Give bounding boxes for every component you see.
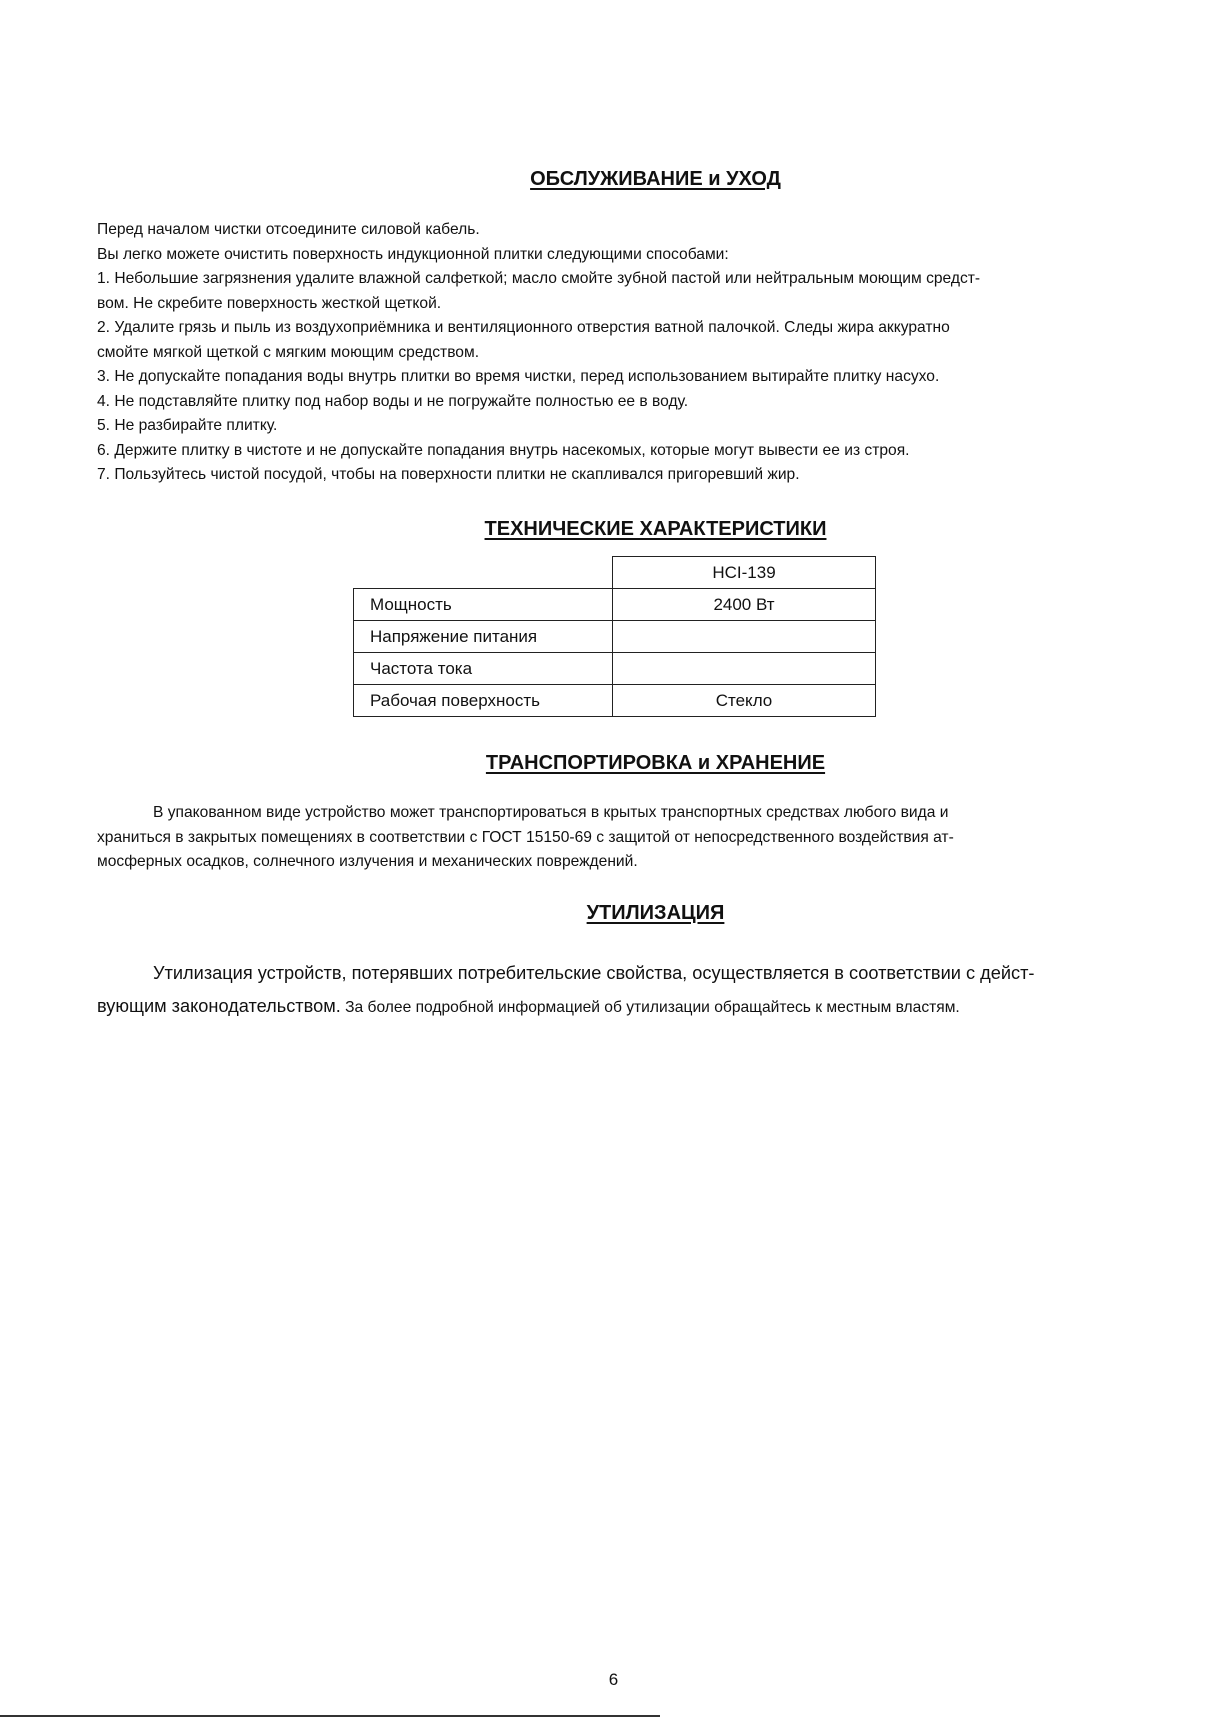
spec-label: Рабочая поверхность [354,685,613,717]
footer-divider [0,1715,660,1717]
text-fragment: За более подробной информацией об утилизации обращайтесь к местным властям. [345,999,960,1016]
text-line: мосферных осадков, солнечного излучения и механических повреждений. [97,853,638,870]
spec-value: Стекло [613,685,876,717]
text-line: 4. Не подставляйте плитку под набор воды и не погружайте полностью ее в воду. [97,392,689,410]
spec-label: Мощность [354,589,613,621]
table-header-row [354,557,876,589]
table-row [354,589,876,621]
text-line [97,990,1147,1024]
table-row [354,653,876,685]
text-fragment: вующим законодательством. [97,996,341,1016]
spec-value [613,621,876,653]
maintenance-text [97,218,1147,488]
table-corner-cell [354,557,613,589]
text-line: 6. Держите плитку в чистоте и не допускайте попадания внутрь насекомых, которые могут вывести ее из строя. [97,441,910,459]
text-line: В упакованном виде устройство может транспортироваться в крытых транспортных средствах любого вида и [153,804,949,821]
transport-title: ТРАНСПОРТИРОВКА и ХРАНЕНИЕ [485,752,826,774]
specs-title: ТЕХНИЧЕСКИЕ ХАРАКТЕРИСТИКИ [484,518,827,540]
spec-label: Частота тока [354,653,613,685]
spec-value [613,653,876,685]
text-line: Утилизация устройств, потерявших потребительские свойства, осуществляется в соответствии с дейст- [153,963,1035,983]
table-row [354,621,876,653]
text-line: 5. Не разбирайте плитку. [97,417,278,434]
table-row [354,685,876,717]
text-line: храниться в закрытых помещениях в соответствии с ГОСТ 15150-69 с защитой от непосредственного воздействия ат- [97,828,954,846]
transport-text [97,801,1147,875]
specs-table [353,556,876,717]
text-line: смойте мягкой щеткой с мягким моющим средством. [97,343,480,361]
text-line: Перед началом чистки отсоедините силовой кабель. [97,221,480,238]
spec-label: Напряжение питания [354,621,613,653]
text-line: 7. Пользуйтесь чистой посудой, чтобы на поверхности плитки не скапливался пригоревший жир. [97,466,800,483]
text-line: 3. Не допускайте попадания воды внутрь плитки во время чистки, перед использованием вытирайте плитку насухо. [97,368,940,385]
page-number: 6 [608,1670,619,1689]
maintenance-title: ОБСЛУЖИВАНИЕ и УХОД [530,168,781,190]
spec-value: 2400 Вт [613,589,876,621]
text-line: Вы легко можете очистить поверхность индукционной плитки следующими способами: [97,245,729,263]
text-line: 1. Небольшие загрязнения удалите влажной салфеткой; масло смойте зубной пастой или нейтральным моющим средст- [97,270,981,287]
disposal-title: УТИЛИЗАЦИЯ [586,902,725,924]
disposal-text [97,957,1147,1024]
model-cell: HCI-139 [613,557,876,589]
text-line: 2. Удалите грязь и пыль из воздухоприёмника и вентиляционного отверстия ватной палочкой. Следы жира аккуратно [97,319,950,336]
text-line: вом. Не скребите поверхность жесткой щеткой. [97,294,442,312]
